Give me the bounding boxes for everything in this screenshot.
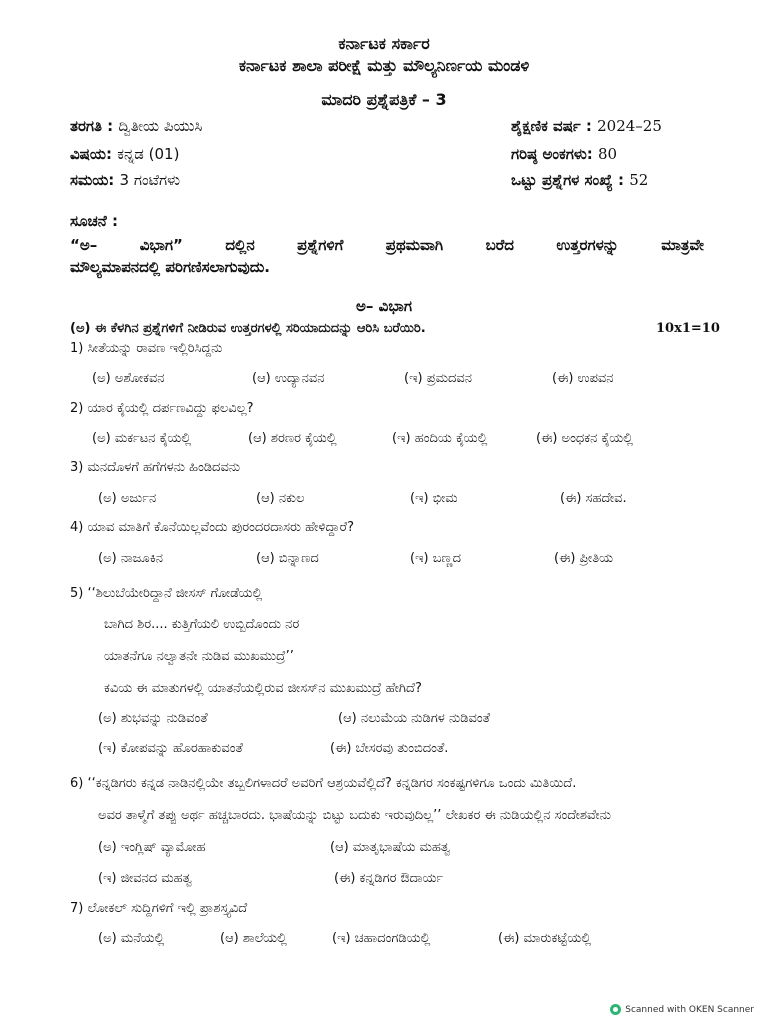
question-4: 4) ಯಾವ ಮಾತಿಗೆ ಕೊನೆಯಿಲ್ಲವೆಂದು ಪುರಂದರದಾಸರು ಹೇಳಿದ್ದಾರೆ? — [70, 520, 354, 535]
q4-option-c: (ಇ) ಬಣ್ಣದ — [410, 551, 461, 566]
year-label: ಶೈಕ್ಷಣಿಕ ವರ್ಷ — [511, 117, 581, 135]
q3-option-b: (ಆ) ನಕುಲ — [256, 491, 305, 506]
question-7: 7) ಲೋಕಲ್ ಸುದ್ದಿಗಳಿಗೆ ಇಲ್ಲಿ ಪ್ರಾಶಸ್ತ್ಯವಿದೆ — [70, 901, 248, 916]
question-2: 2) ಯಾರ ಕೈಯಲ್ಲಿ ದರ್ಪಣವಿದ್ದು ಫಲವಿಲ್ಲ? — [70, 401, 254, 416]
question-6: 6) ‘‘ಕನ್ನಡಿಗರು ಕನ್ನಡ ನಾಡಿನಲ್ಲಿಯೇ ತಬ್ಬಲಿಗಳಾದರೆ ಅವರಿಗೆ ಆಶ್ರಯವೆಲ್ಲಿದೆ? ಕನ್ನಡಿಗರ ಸಂಕಷ್ಟಗಳಿಗೂ ಒಂದು ಮಿತಿಯಿದೆ. — [70, 776, 577, 791]
q5-quote-line-2: ಯಾತನೆಗೂ ನಲ್ವಾತನೇ ನುಡಿವ ಮುಖಮುದ್ರೆ’’ — [104, 649, 294, 664]
q5-prompt: ಕವಿಯ ಈ ಮಾತುಗಳಲ್ಲಿ ಯಾತನೆಯಲ್ಲಿರುವ ಜೀಸಸ್‌ನ ಮುಖಮುದ್ರೆ ಹೇಗಿದೆ? — [104, 681, 422, 696]
q6-option-d: (ಈ) ಕನ್ನಡಿಗರ ಔದಾರ್ಯ — [334, 871, 444, 886]
subject-label: ವಿಷಯ — [70, 145, 106, 163]
instructions-line-1: “ಅ– ವಿಭಾಗ” ದಲ್ಲಿನ ಪ್ರಶ್ನೆಗಳಿಗೆ ಪ್ರಥಮವಾಗಿ ಬರೆದ ಉತ್ತರಗಳನ್ನು ಮಾತ್ರವೇ — [70, 236, 704, 254]
q2-option-d: (ಈ) ಅಂಧಕನ ಕೈಯಲ್ಲಿ — [536, 431, 633, 446]
class-info: ತರಗತಿ : ದ್ವಿತೀಯ ಪಿಯುಸಿ — [70, 117, 203, 135]
q4-option-d: (ಈ) ಪ್ರೀತಿಯ — [554, 551, 614, 566]
marks-label: ಗರಿಷ್ಠ ಅಂಕಗಳು — [511, 145, 587, 163]
time-label: ಸಮಯ — [70, 171, 109, 189]
q3-option-a: (ಅ) ಅರ್ಜುನ — [98, 491, 157, 506]
questions-info: ಒಟ್ಟು ಪ್ರಶ್ನೆಗಳ ಸಂಖ್ಯೆ : 52 — [511, 171, 649, 189]
section-title: ಅ– ವಿಭಾಗ — [356, 297, 412, 315]
section-marks: 10x1=10 — [656, 321, 720, 336]
instructions-line-2: ಮೌಲ್ಯಮಾಪನದಲ್ಲಿ ಪರಿಗಣಿಸಲಾಗುವುದು. — [70, 258, 270, 276]
q7-option-a: (ಅ) ಮನೆಯಲ್ಲಿ — [98, 931, 165, 946]
class-value: ದ್ವಿತೀಯ ಪಿಯುಸಿ — [118, 117, 203, 135]
scanner-watermark — [610, 1004, 754, 1015]
paper-title: ಮಾದರಿ ಪ್ರಶ್ನೆಪತ್ರಿಕೆ – 3 — [321, 90, 447, 109]
subject-info: ವಿಷಯ: ಕನ್ನಡ (01) — [70, 145, 180, 163]
q2-option-b: (ಆ) ಶರಣರ ಕೈಯಲ್ಲಿ — [248, 431, 337, 446]
question-3: 3) ಮನದೊಳಗೆ ಹಗೆಗಳನು ಹಿಂಡಿದವನು — [70, 460, 241, 475]
q2-option-c: (ಇ) ಹಂದಿಯ ಕೈಯಲ್ಲಿ — [392, 431, 488, 446]
q5-option-d: (ಈ) ಬೇಸರವು ತುಂಬಿದಂತೆ. — [330, 741, 449, 756]
year-info: ಶೈಕ್ಷಣಿಕ ವರ್ಷ : 2024–25 — [511, 117, 662, 135]
year-value: 2024–25 — [597, 117, 662, 135]
q6-text-line-2: ಅವರ ತಾಳ್ಮೆಗೆ ತಪ್ಪು ಅರ್ಥ ಹಚ್ಚಬಾರದು. ಭಾಷೆಯನ್ನು ಬಿಟ್ಟು ಬದುಕು ಇರುವುದಿಲ್ಲ’’ ಲೇಖಕರ ಈ ನುಡಿಯಲ್ಲಿನ ಸಂದೇಶವೇನು — [98, 808, 611, 823]
q6-option-a: (ಅ) ಇಂಗ್ಲಿಷ್ ವ್ಯಾಮೋಹ — [98, 840, 206, 855]
marks-value: 80 — [598, 145, 618, 163]
scanner-text: Scanned with OKEN Scanner — [625, 1004, 754, 1015]
section-instruction: (ಅ) ಈ ಕೆಳಗಿನ ಪ್ರಶ್ನೆಗಳಿಗೆ ನೀಡಿರುವ ಉತ್ತರಗಳಲ್ಲಿ ಸರಿಯಾದುದನ್ನು ಆರಿಸಿ ಬರೆಯಿರಿ. — [70, 321, 426, 336]
class-label: ತರಗತಿ — [70, 117, 102, 135]
q7-option-c: (ಇ) ಚಹಾದಂಗಡಿಯಲ್ಲಿ — [332, 931, 431, 946]
q7-option-d: (ಈ) ಮಾರುಕಟ್ಟೆಯಲ್ಲಿ — [498, 931, 592, 946]
q6-option-c: (ಇ) ಜೀವನದ ಮಹತ್ವ — [98, 871, 192, 886]
time-info: ಸಮಯ: 3 ಗಂಟೆಗಳು — [70, 171, 181, 189]
q1-option-c: (ಇ) ಪ್ರಮದವನ — [404, 371, 472, 386]
q3-option-d: (ಈ) ಸಹದೇವ. — [560, 491, 627, 506]
government-title: ಕರ್ನಾಟಕ ಸರ್ಕಾರ — [338, 34, 430, 53]
q7-option-b: (ಆ) ಶಾಲೆಯಲ್ಲಿ — [220, 931, 287, 946]
subject-value: ಕನ್ನಡ (01) — [117, 145, 180, 163]
q3-option-c: (ಇ) ಭೀಮ — [410, 491, 458, 506]
q1-option-d: (ಈ) ಉಪವನ — [552, 371, 614, 386]
q6-option-b: (ಆ) ಮಾತೃಭಾಷೆಯ ಮಹತ್ವ — [330, 840, 451, 855]
q4-option-b: (ಆ) ಬಿನ್ನಾಣದ — [256, 551, 319, 566]
q1-option-a: (ಅ) ಅಶೋಕವನ — [92, 371, 165, 386]
q5-option-a: (ಅ) ಶುಭವನ್ನು ನುಡಿವಂತೆ — [98, 711, 208, 726]
q5-option-c: (ಇ) ಕೋಪವನ್ನು ಹೊರಹಾಕುವಂತೆ — [98, 741, 243, 756]
instructions-heading: ಸೂಚನೆ : — [70, 212, 118, 230]
question-5: 5) ‘‘ಶಿಲುಬೆಯೇರಿದ್ದಾನೆ ಜೀಸಸ್ ಗೋಡೆಯಲ್ಲಿ — [70, 586, 263, 601]
question-1: 1) ಸೀತೆಯನ್ನು ರಾವಣ ಇಲ್ಲಿರಿಸಿದ್ದನು — [70, 341, 223, 356]
questions-label: ಒಟ್ಟು ಪ್ರಶ್ನೆಗಳ ಸಂಖ್ಯೆ — [511, 171, 613, 189]
q4-option-a: (ಅ) ನಾಜೂಕಿನ — [98, 551, 164, 566]
scanner-logo-icon — [610, 1004, 621, 1015]
marks-info: ಗರಿಷ್ಠ ಅಂಕಗಳು: 80 — [511, 145, 618, 163]
q1-option-b: (ಆ) ಉದ್ಯಾನವನ — [252, 371, 325, 386]
board-title: ಕರ್ನಾಟಕ ಶಾಲಾ ಪರೀಕ್ಷೆ ಮತ್ತು ಮೌಲ್ಯನಿರ್ಣಯ ಮಂಡಳಿ — [238, 56, 530, 75]
q5-option-b: (ಆ) ನಲುಮೆಯ ನುಡಿಗಳ ನುಡಿವಂತೆ — [338, 711, 491, 726]
q2-option-a: (ಅ) ಮರ್ಕಟನ ಕೈಯಲ್ಲಿ — [92, 431, 192, 446]
questions-value: 52 — [629, 171, 649, 189]
time-value: 3 ಗಂಟೆಗಳು — [119, 171, 181, 189]
q5-quote-line-1: ಬಾಗಿದ ಶಿರ.... ಕುತ್ತಿಗೆಯಲಿ ಉಬ್ಬಿದೊಂದು ನರ — [104, 617, 300, 632]
